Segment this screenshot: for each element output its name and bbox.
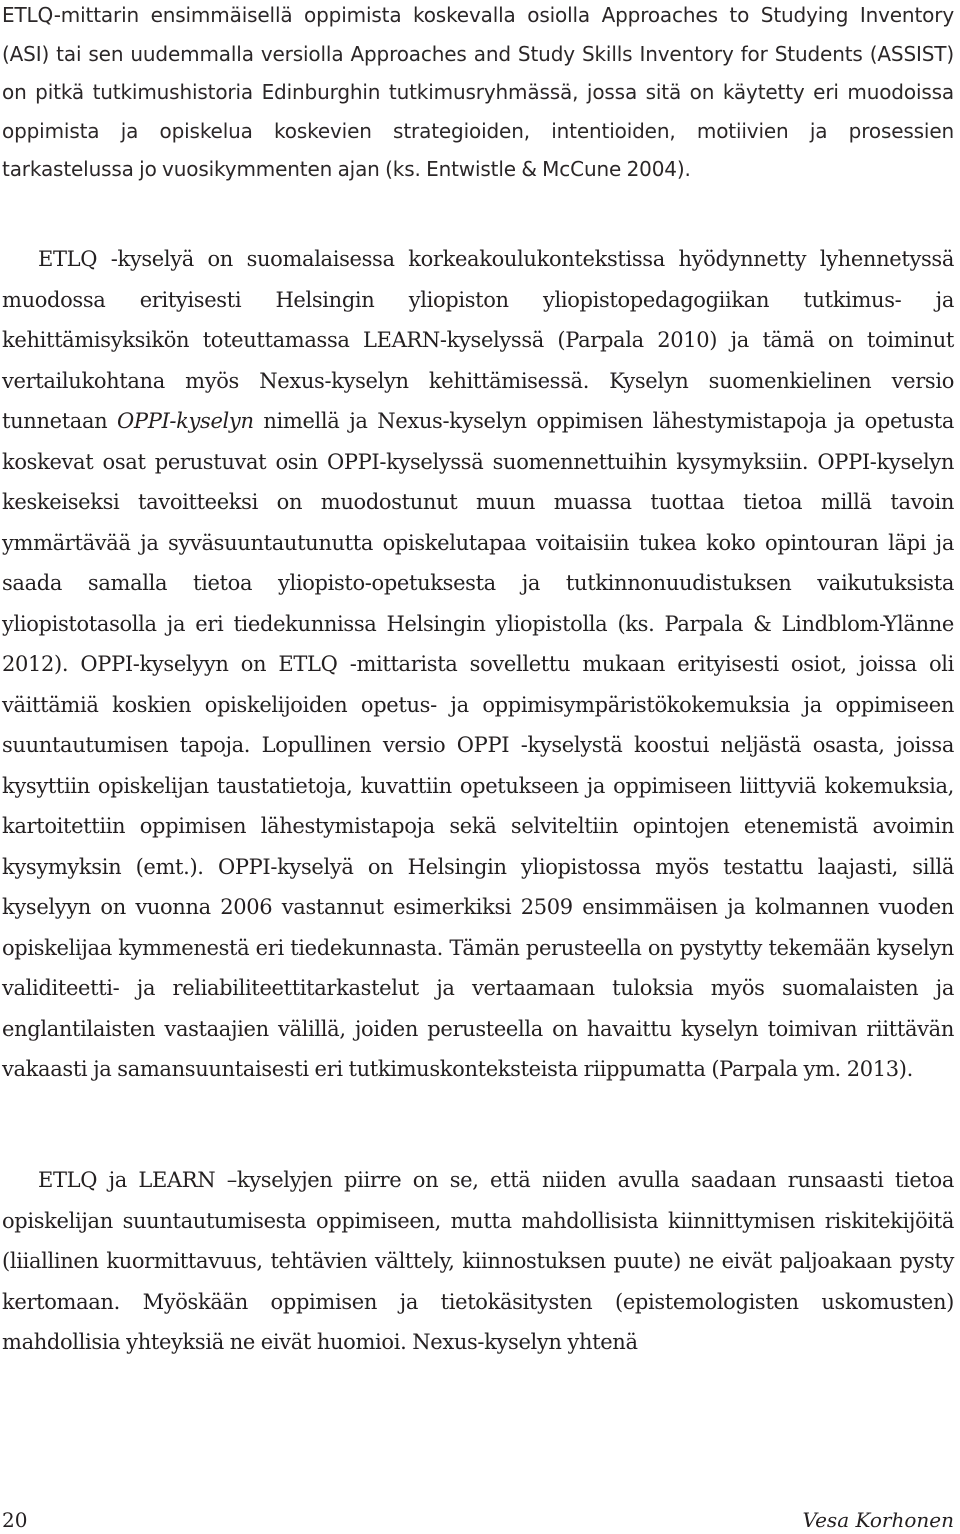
document-page bbox=[2, 0, 954, 1531]
paragraph-text-continued: nimellä ja Nexus-kyselyn oppimisen lähestymistapoja ja opetusta koskevat osat perustuvat osin OPPI-kyselyssä suomennettuihin kysymyksiin. OPPI-kyselyn keskeiseksi tavoitteeksi on muodostunut muun muassa tuottaa tietoa millä tavoin ymmärtävää ja syväsuuntautunutta opiskelutapaa voitaisiin tukea koko opintouran läpi ja saada samalla tietoa yliopisto-opetuksesta ja tutkinnonuudistuksen vaikutuksista yliopistotasolla ja eri tiedekunnissa Helsingin yliopistolla (ks. Parpala & Lindblom-Ylänne 2012). OPPI-kyselyyn on ETLQ -mittarista sovellettu mukaan erityisesti osiot, joissa oli väittämiä koskien opiskelijoiden opetus- ja oppimisympäristökokemuksia ja oppimiseen suuntautumisen tapoja. Lopullinen versio OPPI -kyselystä koostui neljästä osasta, joissa kysyttiin opiskelijan taustatietoja, kuvattiin opetukseen ja oppimiseen liittyviä kokemuksia, kartoitettiin oppimisen lähestymistapoja sekä selviteltiin opintojen etenemistä avoimin kysymyksin (emt.). OPPI-kyselyä on Helsingin yliopistossa myös testattu laajasti, sillä kyselyyn on vuonna 2006 vastannut esimerkiksi 2509 ensimmäisen ja kolmannen vuoden opiskelijaa kymmenestä eri tiedekunnasta. Tämän perusteella on pystytty tekemään kyselyn validiteetti- ja reliabiliteettitarkastelut ja vertaamaan tuloksia myös suomalaisten ja englantilaisten vastaajien välillä, joiden perusteella on havaittu kyselyn toimivan riittävän vakaasti ja samansuuntaisesti eri tutkimuskonteksteista riippumatta (Parpala ym. 2013). bbox=[2, 409, 954, 1081]
paragraph-survey-limitations bbox=[2, 1160, 954, 1363]
paragraph-text: ETLQ ja LEARN –kyselyjen piirre on se, että niiden avulla saadaan runsaasti tietoa opiskelijan suuntautumisesta oppimiseen, mutta mahdollisista kiinnittymisen riskitekijöitä (liiallinen kuormittavuus, tehtävien välttely, kiinnostuksen puute) ne eivät paljoakaan pysty kertomaan. Myöskään oppimisen ja tietokäsitysten (epistemologisten uskomusten) mahdollisia yhteyksiä ne eivät huomioi. Nexus-kyselyn yhtenä bbox=[2, 1168, 954, 1354]
paragraph-etlq-learn-oppi bbox=[2, 239, 954, 1090]
running-footer-author: Vesa Korhonen bbox=[802, 1508, 954, 1532]
paragraph-text: ETLQ-mittarin ensimmäisellä oppimista koskevalla osiolla Approaches to Studying Inventory (ASI) tai sen uudemmalla versiolla Approaches and Study Skills Inventory for Students (ASSIST) on pitkä tutkimushistoria Edinburghin tutkimusryhmässä, jossa sitä on käytetty eri muodoissa oppimista ja opiskelua koskevien strategioiden, intentioiden, motiivien ja prosessien tarkastelussa jo vuosikymmenten ajan (ks. Entwistle & McCune 2004). bbox=[2, 3, 954, 182]
paragraph-assist-history bbox=[2, 0, 954, 189]
page-number: 20 bbox=[2, 1508, 28, 1532]
italic-term-oppi-kyselyn: OPPI-kyselyn bbox=[117, 409, 254, 433]
paragraph-text: ETLQ -kyselyä on suomalaisessa korkeakoulukontekstissa hyödynnetty lyhennetyssä muodossa erityisesti Helsingin yliopiston yliopistopedagogiikan tutkimus- ja kehittämisyksikön toteuttamassa LEARN-kyselyssä (Parpala 2010) ja tämä on toiminut vertailukohtana myös Nexus-kyselyn kehittämisessä. Kyselyn suomenkielinen versio tunnetaan bbox=[2, 247, 954, 433]
